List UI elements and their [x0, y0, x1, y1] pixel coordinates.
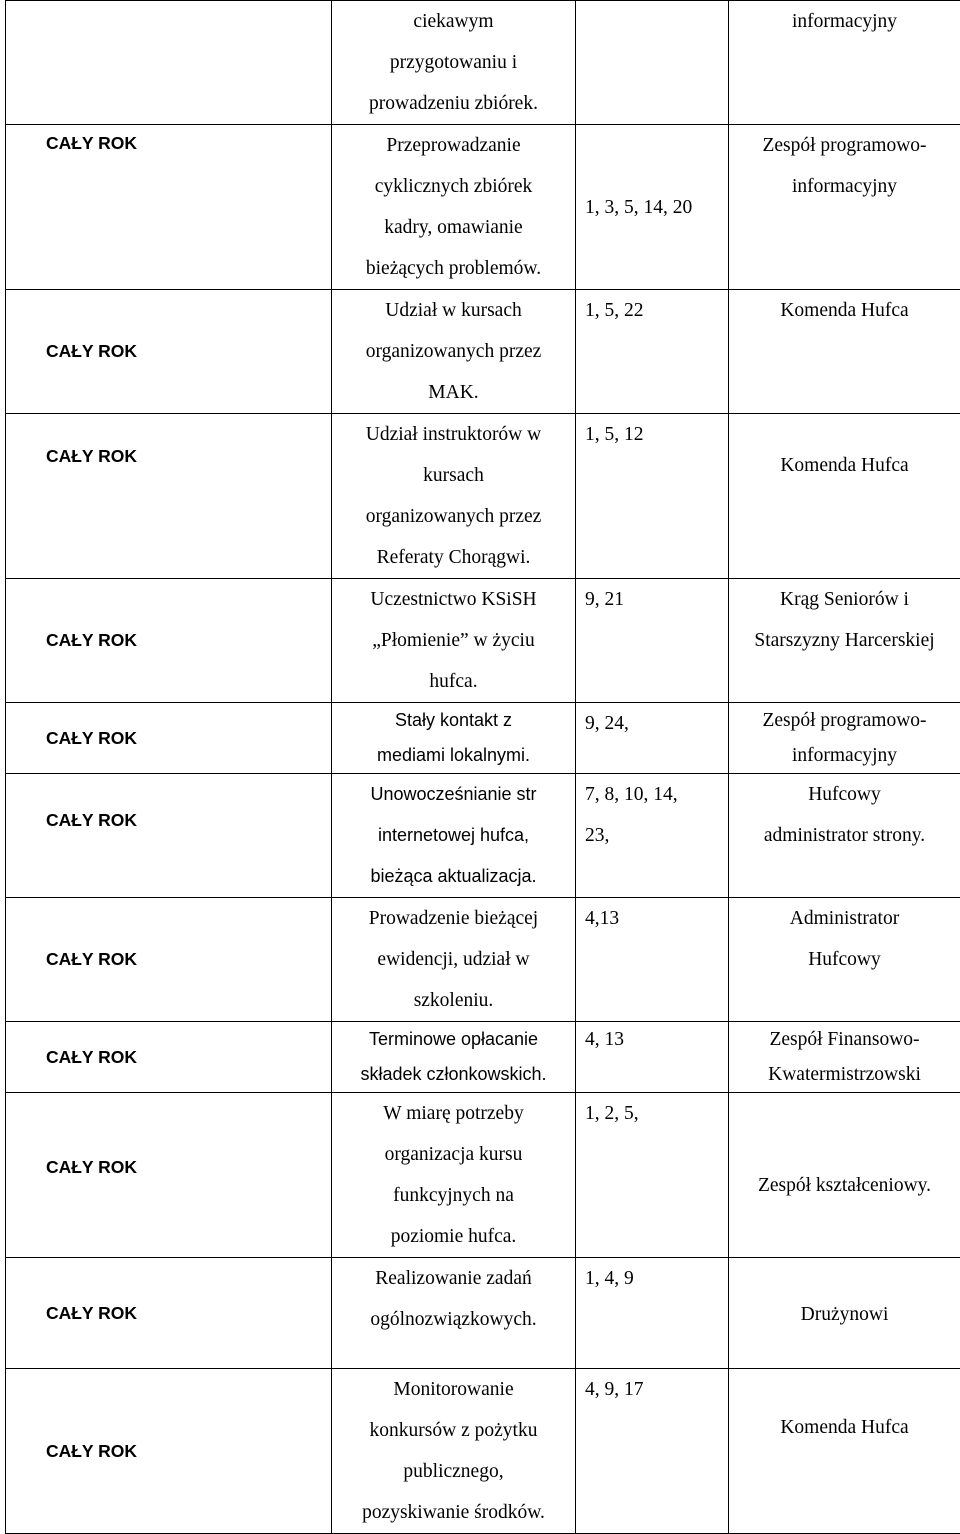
- activity-line: Monitorowanie: [332, 1369, 575, 1410]
- responsible-line: informacyjny: [729, 166, 960, 207]
- activity-cell: [332, 1093, 576, 1258]
- period-cell: CAŁY ROK: [6, 1369, 332, 1534]
- period-cell: CAŁY ROK: [6, 1258, 332, 1369]
- activity-line: cyklicznych zbiórek: [332, 166, 575, 207]
- activity-line: Udział w kursach: [332, 290, 575, 331]
- table-row: [6, 703, 960, 774]
- responsible-line: Komenda Hufca: [729, 1407, 960, 1448]
- responsible-cell: [729, 1, 960, 125]
- reference-cell: [576, 1093, 729, 1258]
- activity-line: Udział instruktorów w: [332, 414, 575, 455]
- activity-cell: [332, 290, 576, 414]
- responsible-cell: [729, 414, 960, 579]
- activity-line: pozyskiwanie środków.: [332, 1492, 575, 1533]
- table-row: [6, 1, 960, 125]
- activity-line: W miarę potrzeby: [332, 1093, 575, 1134]
- reference-line: 23,: [576, 815, 728, 856]
- activity-line: szkoleniu.: [332, 980, 575, 1021]
- activity-line: Przeprowadzanie: [332, 125, 575, 166]
- activity-line: Realizowanie zadań: [332, 1258, 575, 1299]
- responsible-cell: [729, 703, 960, 774]
- period-cell: CAŁY ROK: [6, 579, 332, 703]
- responsible-line: Zespół Finansowo-: [729, 1022, 960, 1057]
- activity-cell: [332, 1, 576, 125]
- reference-cell: [576, 1022, 729, 1093]
- activity-cell: [332, 703, 576, 774]
- reference-line: 4, 13: [576, 1022, 728, 1057]
- reference-line: 1, 5, 22: [576, 290, 728, 331]
- responsible-line: Zespół programowo-: [729, 125, 960, 166]
- activity-line: bieżąca aktualizacja.: [332, 856, 575, 897]
- period-cell: CAŁY ROK: [6, 414, 332, 579]
- period-cell: CAŁY ROK: [6, 774, 332, 898]
- responsible-line: Hufcowy: [729, 939, 960, 980]
- period-cell: CAŁY ROK: [6, 1093, 332, 1258]
- activity-line: organizacja kursu: [332, 1134, 575, 1175]
- activity-line: konkursów z pożytku: [332, 1410, 575, 1451]
- reference-cell: [576, 1, 729, 125]
- activity-line: bieżących problemów.: [332, 248, 575, 289]
- responsible-line: Administrator: [729, 898, 960, 939]
- activity-line: Uczestnictwo KSiSH: [332, 579, 575, 620]
- reference-line: 4, 9, 17: [576, 1369, 728, 1410]
- activity-line: Referaty Chorągwi.: [332, 537, 575, 578]
- activity-line: kadry, omawianie: [332, 207, 575, 248]
- responsible-line: Komenda Hufca: [729, 290, 960, 331]
- responsible-cell: [729, 1022, 960, 1093]
- activity-cell: [332, 414, 576, 579]
- responsible-line: Zespół programowo-: [729, 703, 960, 738]
- activity-cell: [332, 1369, 576, 1534]
- activity-plan-table: [5, 0, 960, 1534]
- reference-cell: [576, 1258, 729, 1369]
- reference-cell: [576, 703, 729, 774]
- period-cell: CAŁY ROK: [6, 703, 332, 774]
- responsible-cell: [729, 898, 960, 1022]
- responsible-cell: [729, 579, 960, 703]
- activity-line: kursach: [332, 455, 575, 496]
- activity-line: ogólnozwiązkowych.: [332, 1299, 575, 1340]
- activity-cell: [332, 898, 576, 1022]
- table-row: [6, 774, 960, 898]
- activity-line: prowadzeniu zbiórek.: [332, 83, 575, 124]
- reference-line: 4,13: [576, 898, 728, 939]
- reference-cell: [576, 579, 729, 703]
- responsible-line: Krąg Seniorów i: [729, 579, 960, 620]
- reference-cell: [576, 290, 729, 414]
- activity-line: hufca.: [332, 661, 575, 702]
- responsible-cell: [729, 125, 960, 290]
- activity-line: Stały kontakt z: [332, 703, 575, 738]
- activity-line: przygotowaniu i: [332, 42, 575, 83]
- table-row: [6, 290, 960, 414]
- activity-line: Terminowe opłacanie: [332, 1022, 575, 1057]
- responsible-line: Hufcowy: [729, 774, 960, 815]
- activity-line: Unowocześnianie str: [332, 774, 575, 815]
- reference-cell: [576, 1369, 729, 1534]
- responsible-line: informacyjny: [729, 738, 960, 773]
- reference-cell: [576, 774, 729, 898]
- table-row: [6, 1369, 960, 1534]
- activity-line: funkcyjnych na: [332, 1175, 575, 1216]
- reference-line: 1, 2, 5,: [576, 1093, 728, 1134]
- responsible-line: informacyjny: [729, 1, 960, 42]
- reference-line: 1, 4, 9: [576, 1258, 728, 1299]
- activity-cell: [332, 125, 576, 290]
- table-row: [6, 414, 960, 579]
- table-row: [6, 1022, 960, 1093]
- table-row: [6, 1258, 960, 1369]
- activity-cell: [332, 1258, 576, 1369]
- responsible-line: administrator strony.: [729, 815, 960, 856]
- responsible-line: Drużynowi: [729, 1294, 960, 1335]
- activity-cell: [332, 774, 576, 898]
- reference-cell: [576, 125, 729, 290]
- responsible-cell: [729, 774, 960, 898]
- activity-line: MAK.: [332, 372, 575, 413]
- period-cell: CAŁY ROK: [6, 898, 332, 1022]
- activity-line: internetowej hufca,: [332, 815, 575, 856]
- responsible-line: Starszyzny Harcerskiej: [729, 620, 960, 661]
- period-cell: CAŁY ROK: [6, 125, 332, 290]
- activity-cell: [332, 579, 576, 703]
- activity-line: poziomie hufca.: [332, 1216, 575, 1257]
- responsible-cell: [729, 1093, 960, 1258]
- reference-cell: [576, 414, 729, 579]
- reference-line: 7, 8, 10, 14,: [576, 774, 728, 815]
- responsible-line: Komenda Hufca: [729, 445, 960, 486]
- responsible-cell: [729, 1258, 960, 1369]
- activity-line: ewidencji, udział w: [332, 939, 575, 980]
- reference-line: 9, 21: [576, 579, 728, 620]
- table-row: [6, 898, 960, 1022]
- activity-line: publicznego,: [332, 1451, 575, 1492]
- period-cell: CAŁY ROK: [6, 1022, 332, 1093]
- activity-line: Prowadzenie bieżącej: [332, 898, 575, 939]
- responsible-line: Kwatermistrzowski: [729, 1057, 960, 1092]
- responsible-line: Zespół kształceniowy.: [729, 1165, 960, 1206]
- reference-line: 1, 3, 5, 14, 20: [576, 187, 728, 228]
- period-cell: [6, 1, 332, 125]
- activity-cell: [332, 1022, 576, 1093]
- table-row: [6, 1093, 960, 1258]
- table-row: [6, 579, 960, 703]
- activity-line: „Płomienie” w życiu: [332, 620, 575, 661]
- reference-line: 1, 5, 12: [576, 414, 728, 455]
- activity-line: mediami lokalnymi.: [332, 738, 575, 773]
- responsible-cell: [729, 290, 960, 414]
- activity-line: organizowanych przez: [332, 496, 575, 537]
- activity-line: ciekawym: [332, 1, 575, 42]
- reference-cell: [576, 898, 729, 1022]
- activity-line: organizowanych przez: [332, 331, 575, 372]
- reference-line: 9, 24,: [576, 703, 728, 744]
- activity-line: składek członkowskich.: [332, 1057, 575, 1092]
- period-cell: CAŁY ROK: [6, 290, 332, 414]
- table-row: [6, 125, 960, 290]
- responsible-cell: [729, 1369, 960, 1534]
